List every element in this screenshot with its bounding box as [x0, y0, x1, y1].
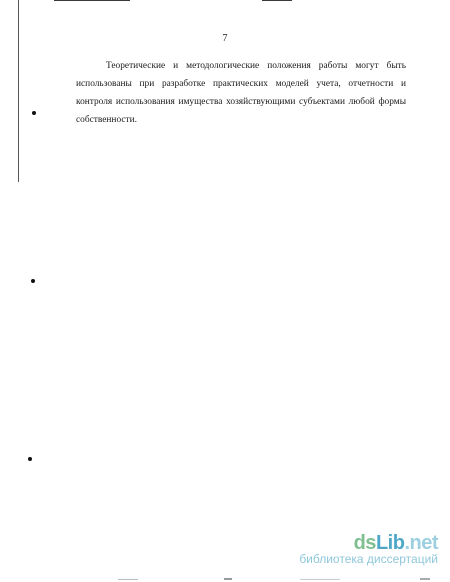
scan-top-edge-mark [54, 0, 130, 1]
binding-hole-mark [28, 457, 32, 461]
body-paragraph: Теоретические и методологические положения работы могут быть использованы при разработке практических моделей учета, отчетности и контроля использования имущества хозяйствующими субъектами любой формы собственности. [76, 61, 406, 125]
dslib-watermark [299, 532, 438, 566]
scan-top-edge-mark [262, 0, 292, 1]
watermark-tagline: библиотека диссертаций [299, 552, 438, 566]
scan-margin-line [18, 0, 19, 182]
scan-bottom-edge-specks [0, 578, 450, 582]
binding-hole-mark [32, 111, 36, 115]
binding-hole-mark [31, 279, 35, 283]
watermark-logo-ds: ds [353, 532, 376, 554]
watermark-logo-lib: Lib [375, 532, 405, 554]
watermark-logo-tld: .net [404, 532, 438, 554]
page-number: 7 [222, 33, 228, 44]
